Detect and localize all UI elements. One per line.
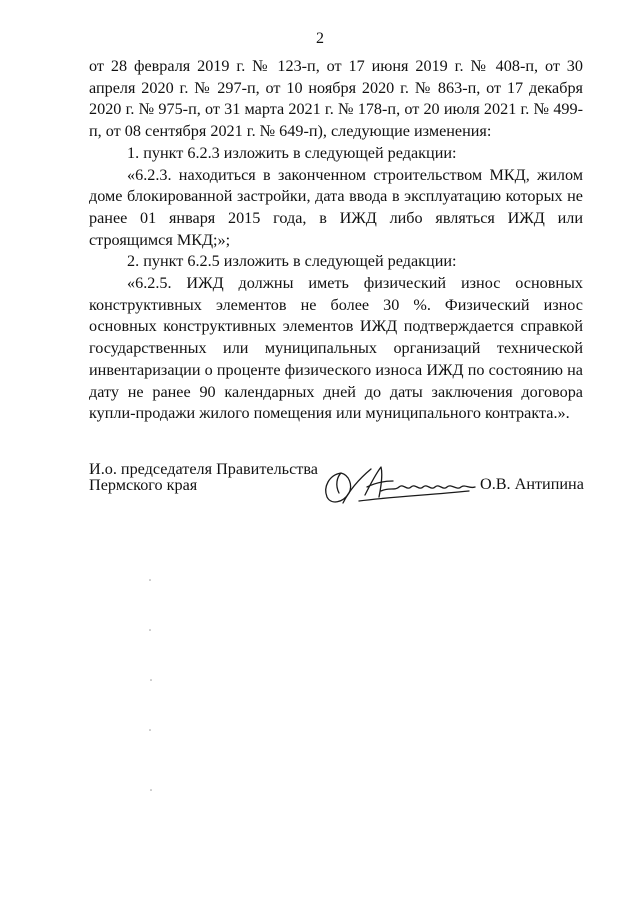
signatory-title-line2: Пермского края — [89, 476, 198, 494]
signatory-name: О.В. Антипина — [480, 475, 584, 493]
handwritten-signature-icon — [319, 461, 489, 509]
signatory-title-line1: И.о. председателя Правительства — [89, 460, 318, 478]
signature-block — [89, 461, 589, 521]
paragraph-item-2: 2. пункт 6.2.5 изложить в следующей редакции: — [127, 252, 457, 271]
paragraph-amendment-list: от 28 февраля 2019 г. № 123-п, от 17 июня 2019 г. № 408-п, от 30 апреля 2020 г. № 297-п, от 10 ноября 2020 г. № 863-п, от 17 декабря 2020 г. № 975-п, от 31 марта 2021 г. № 178-п, от 20 июля 2021 г. № 499-п, от 08 сентября 2021 г. № 649-п), следующие изменения: — [89, 57, 583, 141]
paragraph-item-1: 1. пункт 6.2.3 изложить в следующей редакции: — [127, 143, 457, 162]
signatory-title — [89, 461, 318, 493]
document-body — [89, 56, 583, 425]
page-number: 2 — [316, 30, 324, 47]
paragraph-clause-6-2-5: «6.2.5. ИЖД должны иметь физический износ основных конструктивных элементов не более 30 %. Физический износ основных конструктивных элементов ИЖД подтверждается справкой государственных или муниципальных организаций технической инвентаризации о проценте физического износа ИЖД по состоянию на дату не ранее 90 календарных дней до даты заключения договора купли-продажи жилого помещения или муниципального контракта.». — [89, 274, 583, 423]
paragraph-clause-6-2-3: «6.2.3. находиться в законченном строительством МКД, жилом доме блокированной застройки, дата ввода в эксплуатацию которых не ранее 01 января 2015 года, в ИЖД либо являться ИЖД или строящимся МКД;»; — [89, 165, 583, 249]
